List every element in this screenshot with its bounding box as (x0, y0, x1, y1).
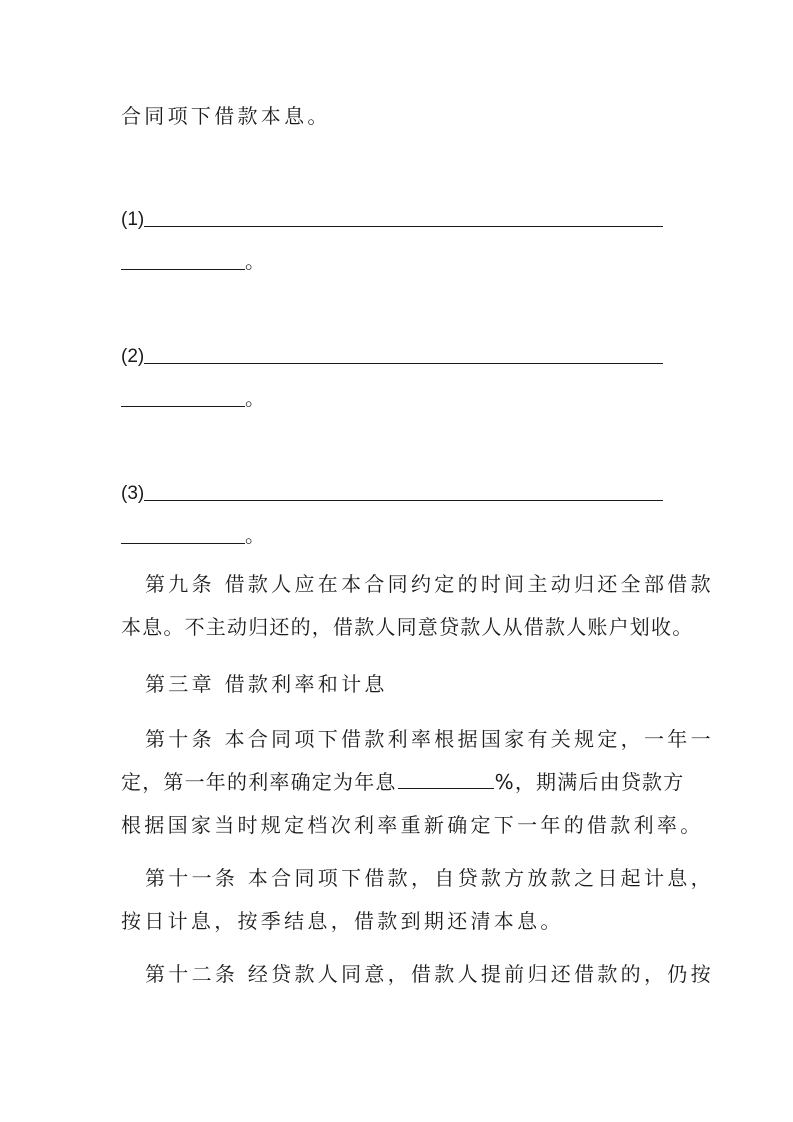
article-9-line1 (145, 571, 714, 597)
article-11-text1: 本合同项下借款，自贷款方放款之日起计息， (247, 866, 714, 890)
article-11-line1 (145, 865, 714, 891)
item-3-underline-cont (121, 543, 245, 545)
article-12-text1: 经贷款人同意，借款人提前归还借款的，仍按 (247, 962, 714, 986)
article-9-title: 第九条 (145, 572, 215, 596)
chapter-3-title: 第三章 (145, 672, 215, 696)
item-1-underline-cont (121, 269, 245, 271)
article-11-line2: 按日计息，按季结息，借款到期还清本息。 (121, 909, 564, 933)
chapter-3-heading (145, 671, 705, 697)
blank-item-3-line2 (121, 522, 681, 548)
article-10-line3: 根据国家当时规定档次利率重新确定下一年的借款利率。 (121, 813, 704, 837)
blank-item-1-line2 (121, 248, 681, 274)
article-9-text1: 借款人应在本合同约定的时间主动归还全部借款 (224, 572, 714, 596)
item-1-label: (1) (121, 209, 145, 230)
interest-rate-blank (398, 770, 494, 789)
article-11-title: 第十一条 (145, 866, 239, 890)
article-10-line2 (121, 769, 685, 795)
item-2-underline-cont (121, 406, 245, 408)
chapter-3-name: 借款利率和计息 (224, 672, 388, 696)
item-1-end: 。 (245, 249, 269, 273)
blank-item-2-line2 (121, 385, 681, 411)
blank-item-2-line1 (121, 342, 681, 370)
article-12-line1 (145, 961, 714, 987)
item-2-label: (2) (121, 346, 145, 367)
article-12-title: 第十二条 (145, 962, 239, 986)
item-2-end: 。 (245, 386, 269, 410)
blank-item-3-line1 (121, 479, 681, 507)
intro-text: 合同项下借款本息。 (121, 104, 331, 128)
item-3-end: 。 (245, 523, 269, 547)
article-10-text2b: %，期满后由贷款方 (494, 770, 685, 794)
article-9-line2: 本息。不主动归还的，借款人同意贷款人从借款人账户划收。 (121, 615, 694, 639)
item-3-underline (144, 500, 663, 502)
blank-item-1-line1 (121, 205, 681, 233)
item-3-label: (3) (121, 483, 145, 504)
article-10-line1 (145, 726, 714, 752)
item-1-underline (144, 226, 663, 228)
article-10-text2a: 定，第一年的利率确定为年息 (121, 770, 397, 794)
article-10-text1: 本合同项下借款利率根据国家有关规定，一年一 (224, 727, 714, 751)
article-10-title: 第十条 (145, 727, 215, 751)
item-2-underline (144, 363, 663, 365)
